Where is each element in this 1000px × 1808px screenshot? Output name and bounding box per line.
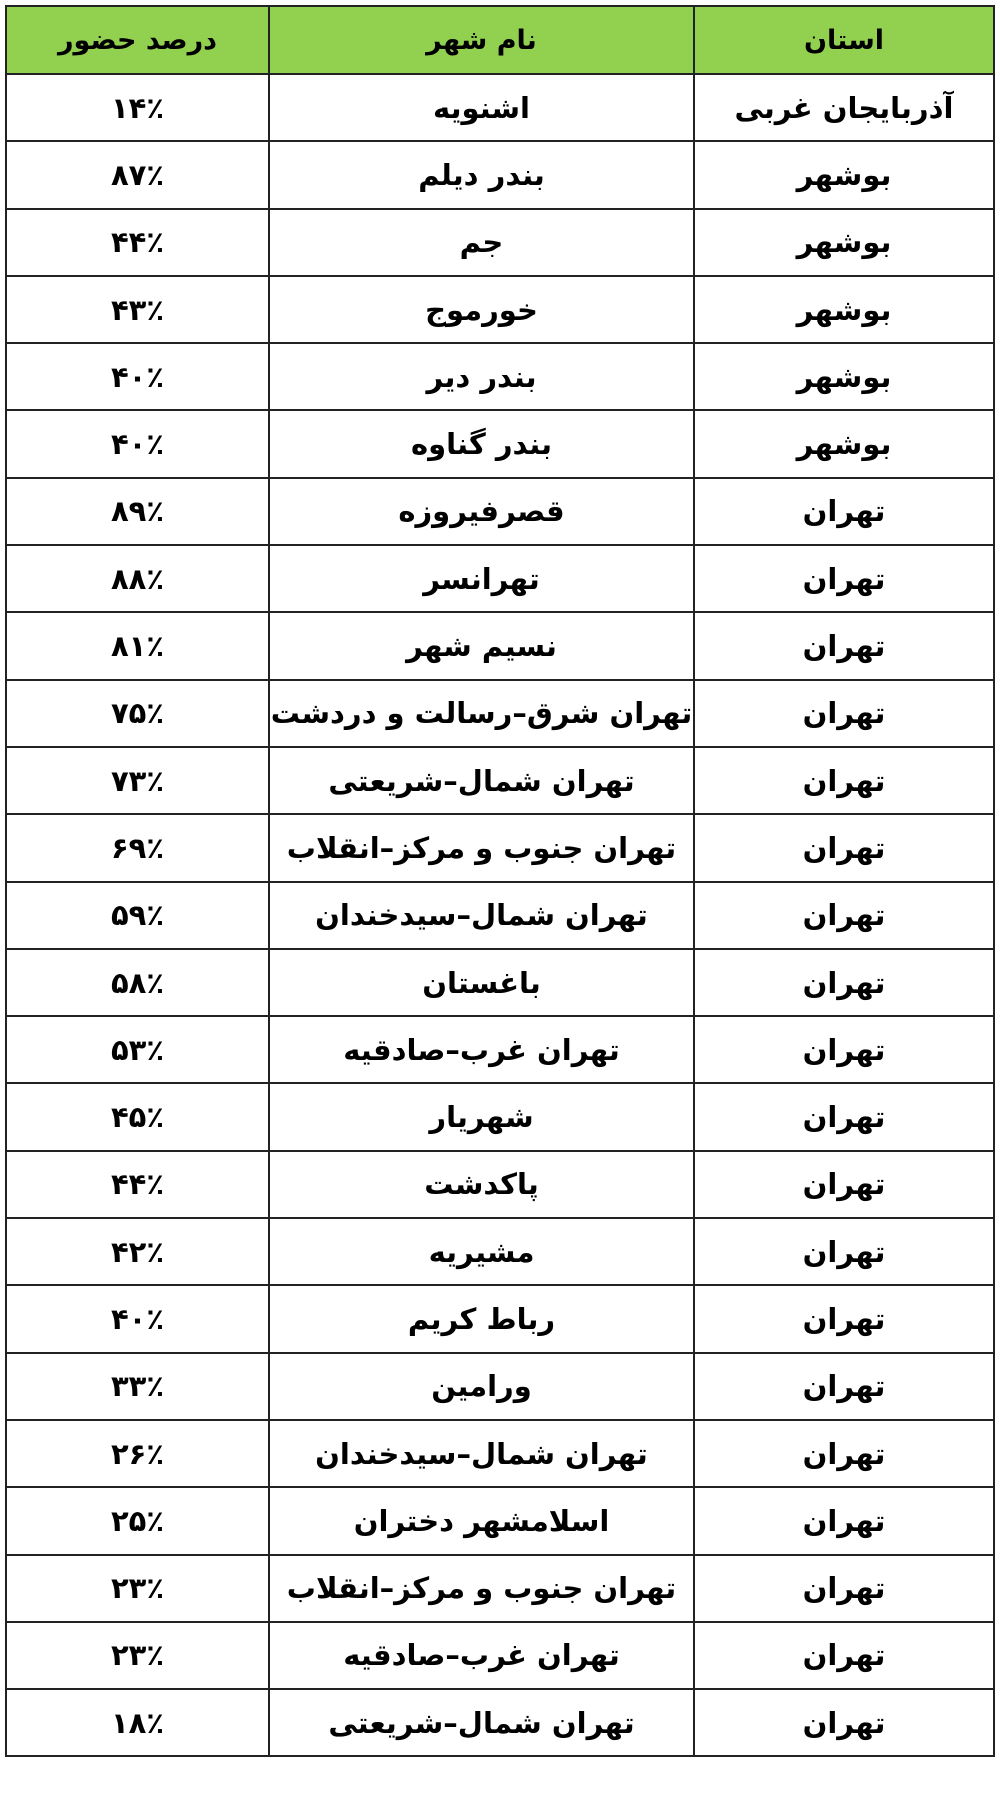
attendance-table <box>5 5 995 1757</box>
cell-city: پاکدشت <box>269 1151 694 1218</box>
table-row <box>6 141 994 208</box>
table-row <box>6 612 994 679</box>
cell-city: شهریار <box>269 1083 694 1150</box>
cell-city: اشنویه <box>269 74 694 141</box>
table-row <box>6 1555 994 1622</box>
cell-province: تهران <box>694 882 994 949</box>
cell-province: تهران <box>694 478 994 545</box>
cell-percent: ۲۵٪ <box>6 1487 269 1554</box>
cell-city: بندر گناوه <box>269 410 694 477</box>
cell-percent: ۲۳٪ <box>6 1622 269 1689</box>
table-row <box>6 1353 994 1420</box>
cell-percent: ۴۴٪ <box>6 1151 269 1218</box>
cell-city: تهران جنوب و مرکز–انقلاب <box>269 814 694 881</box>
cell-province: تهران <box>694 545 994 612</box>
table-body <box>6 74 994 1756</box>
cell-province: تهران <box>694 1689 994 1756</box>
cell-province: تهران <box>694 1083 994 1150</box>
cell-percent: ۴۴٪ <box>6 209 269 276</box>
cell-percent: ۲۶٪ <box>6 1420 269 1487</box>
table-row <box>6 680 994 747</box>
table-header <box>6 6 994 74</box>
cell-city: ورامین <box>269 1353 694 1420</box>
table-row <box>6 1151 994 1218</box>
cell-province: تهران <box>694 1353 994 1420</box>
table-row <box>6 1420 994 1487</box>
cell-percent: ۷۳٪ <box>6 747 269 814</box>
cell-city: تهران غرب–صادقیه <box>269 1622 694 1689</box>
cell-percent: ۴۰٪ <box>6 410 269 477</box>
cell-city: خورموج <box>269 276 694 343</box>
cell-city: تهران شمال–سیدخندان <box>269 882 694 949</box>
cell-province: بوشهر <box>694 209 994 276</box>
cell-province: تهران <box>694 1285 994 1352</box>
header-percent: درصد حضور <box>6 6 269 74</box>
table-row <box>6 882 994 949</box>
header-row <box>6 6 994 74</box>
cell-province: تهران <box>694 949 994 1016</box>
cell-percent: ۵۸٪ <box>6 949 269 1016</box>
cell-city: قصرفیروزه <box>269 478 694 545</box>
cell-province: تهران <box>694 814 994 881</box>
cell-percent: ۸۷٪ <box>6 141 269 208</box>
cell-percent: ۸۸٪ <box>6 545 269 612</box>
cell-city: جم <box>269 209 694 276</box>
cell-province: بوشهر <box>694 343 994 410</box>
cell-city: تهران غرب–صادقیه <box>269 1016 694 1083</box>
cell-province: بوشهر <box>694 276 994 343</box>
table-row <box>6 74 994 141</box>
table-row <box>6 1016 994 1083</box>
table-row <box>6 949 994 1016</box>
table-row <box>6 209 994 276</box>
cell-percent: ۴۳٪ <box>6 276 269 343</box>
cell-city: تهرانسر <box>269 545 694 612</box>
cell-percent: ۷۵٪ <box>6 680 269 747</box>
cell-province: تهران <box>694 1555 994 1622</box>
cell-province: تهران <box>694 1016 994 1083</box>
table-row <box>6 343 994 410</box>
header-province: استان <box>694 6 994 74</box>
cell-province: تهران <box>694 1622 994 1689</box>
cell-percent: ۳۳٪ <box>6 1353 269 1420</box>
cell-percent: ۴۵٪ <box>6 1083 269 1150</box>
cell-percent: ۸۹٪ <box>6 478 269 545</box>
table-row <box>6 814 994 881</box>
cell-percent: ۶۹٪ <box>6 814 269 881</box>
table-row <box>6 410 994 477</box>
table-row <box>6 1487 994 1554</box>
table-row <box>6 478 994 545</box>
table-row <box>6 747 994 814</box>
table-row <box>6 1622 994 1689</box>
table-row <box>6 1689 994 1756</box>
cell-province: تهران <box>694 1151 994 1218</box>
cell-city: تهران شمال–شریعتی <box>269 747 694 814</box>
cell-city: باغستان <box>269 949 694 1016</box>
table-row <box>6 545 994 612</box>
cell-city: تهران شرق–رسالت و دردشت <box>269 680 694 747</box>
cell-city: بندر دیر <box>269 343 694 410</box>
cell-province: تهران <box>694 1218 994 1285</box>
table-row <box>6 1083 994 1150</box>
cell-percent: ۸۱٪ <box>6 612 269 679</box>
cell-province: تهران <box>694 612 994 679</box>
cell-city: رباط کریم <box>269 1285 694 1352</box>
cell-percent: ۲۳٪ <box>6 1555 269 1622</box>
table-row <box>6 1285 994 1352</box>
cell-percent: ۴۰٪ <box>6 343 269 410</box>
table-row <box>6 1218 994 1285</box>
cell-province: بوشهر <box>694 141 994 208</box>
cell-city: نسیم شهر <box>269 612 694 679</box>
cell-percent: ۱۴٪ <box>6 74 269 141</box>
cell-city: مشیریه <box>269 1218 694 1285</box>
cell-city: تهران شمال–شریعتی <box>269 1689 694 1756</box>
cell-province: تهران <box>694 747 994 814</box>
cell-city: اسلامشهر دختران <box>269 1487 694 1554</box>
cell-province: تهران <box>694 1487 994 1554</box>
cell-percent: ۱۸٪ <box>6 1689 269 1756</box>
cell-city: بندر دیلم <box>269 141 694 208</box>
cell-province: تهران <box>694 680 994 747</box>
cell-percent: ۵۹٪ <box>6 882 269 949</box>
header-city: نام شهر <box>269 6 694 74</box>
cell-city: تهران جنوب و مرکز–انقلاب <box>269 1555 694 1622</box>
cell-province: آذربایجان غربی <box>694 74 994 141</box>
cell-province: تهران <box>694 1420 994 1487</box>
cell-percent: ۴۲٪ <box>6 1218 269 1285</box>
cell-percent: ۴۰٪ <box>6 1285 269 1352</box>
cell-city: تهران شمال–سیدخندان <box>269 1420 694 1487</box>
cell-province: بوشهر <box>694 410 994 477</box>
table-row <box>6 276 994 343</box>
cell-percent: ۵۳٪ <box>6 1016 269 1083</box>
